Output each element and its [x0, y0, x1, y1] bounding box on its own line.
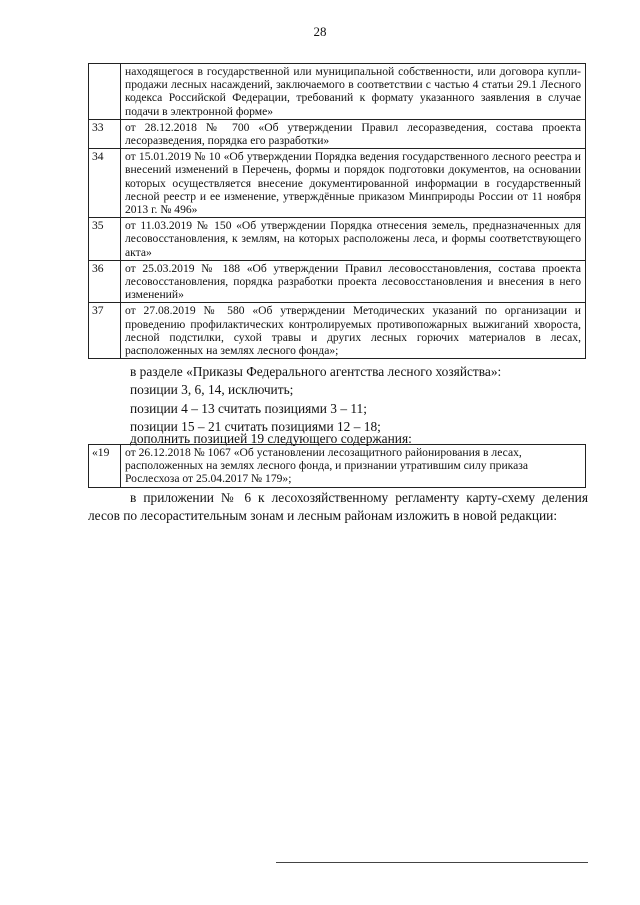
row-number: «19 — [89, 445, 121, 488]
added-position-table — [88, 444, 586, 488]
row-number: 36 — [89, 260, 121, 303]
table-row — [89, 119, 586, 148]
table-row — [89, 260, 586, 303]
bottom-rule — [276, 862, 588, 863]
orders-table — [88, 63, 586, 359]
row-text: от 11.03.2019 № 150 «Об утверждении Порядка отнесения земель, предназначенных для лесовосстановления, к землям, на которых расположены леса, и формы соответствующего акта» — [121, 218, 586, 261]
page-number: 28 — [313, 24, 327, 39]
closing-paragraph: в приложении № 6 к лесохозяйственному регламенту карту-схему деления лесов по лесорастительным зонам и лесным районам изложить в новой редакции: — [88, 490, 588, 523]
row-text: находящегося в государственной или муниципальной собственности, или договора купли-продажи лесных насаждений, заключаемого в соответствии с частью 4 статьи 29.1 Лесного кодекса Российской Федерации, требований к формату указанного заявления в случае подачи в электронной форме» — [121, 64, 586, 120]
row-text: от 25.03.2019 № 188 «Об утверждении Правил лесовосстановления, состава проекта лесовосстановления, порядка разработки проекта лесовосстановления и внесения в него изменений» — [121, 260, 586, 303]
row-text: от 27.08.2019 № 580 «Об утверждении Методических указаний по организации и проведению профилактических контролируемых противопожарных выжиганий хвороста, лесной подстилки, сухой травы и других лесных горючих материалов в лесах, расположенных на землях лесного фонда»; — [121, 303, 586, 359]
table-row — [89, 149, 586, 218]
row-text: от 26.12.2018 № 1067 «Об установлении лесозащитного районирования в лесах, расположенных на землях лесного фонда, и признании утратившим силу приказа Рослесхоза от 25.04.2017 № 179»; — [121, 445, 586, 488]
instruction-renumber-2: позиции 15 – 21 считать позициями 12 – 18; — [130, 419, 381, 434]
instruction-exclude: позиции 3, 6, 14, исключить; — [130, 382, 294, 397]
instruction-renumber-1: позиции 4 – 13 считать позициями 3 – 11; — [130, 401, 367, 416]
row-text: от 28.12.2018 № 700 «Об утверждении Правил лесоразведения, состава проекта лесоразведения, порядка его разработки» — [121, 119, 586, 148]
row-number: 33 — [89, 119, 121, 148]
row-number: 34 — [89, 149, 121, 218]
row-number — [89, 64, 121, 120]
row-number: 37 — [89, 303, 121, 359]
instruction-add: дополнить позицией 19 следующего содержания: — [130, 431, 412, 446]
section-heading: в разделе «Приказы Федерального агентства лесного хозяйства»: — [130, 364, 502, 379]
table-row — [89, 303, 586, 359]
row-text: от 15.01.2019 № 10 «Об утверждении Порядка ведения государственного лесного реестра и внесений изменений в Перечень, формы и порядок подготовки документов, на основании которых осуществляется внесение документированной информации в государственный лесной реестр и ее изменение, утверждённые приказом Минприроды России от 11 ноября 2013 г. № 496» — [121, 149, 586, 218]
row-number: 35 — [89, 218, 121, 261]
table-row — [89, 64, 586, 120]
table-row — [89, 445, 586, 488]
table-row — [89, 218, 586, 261]
